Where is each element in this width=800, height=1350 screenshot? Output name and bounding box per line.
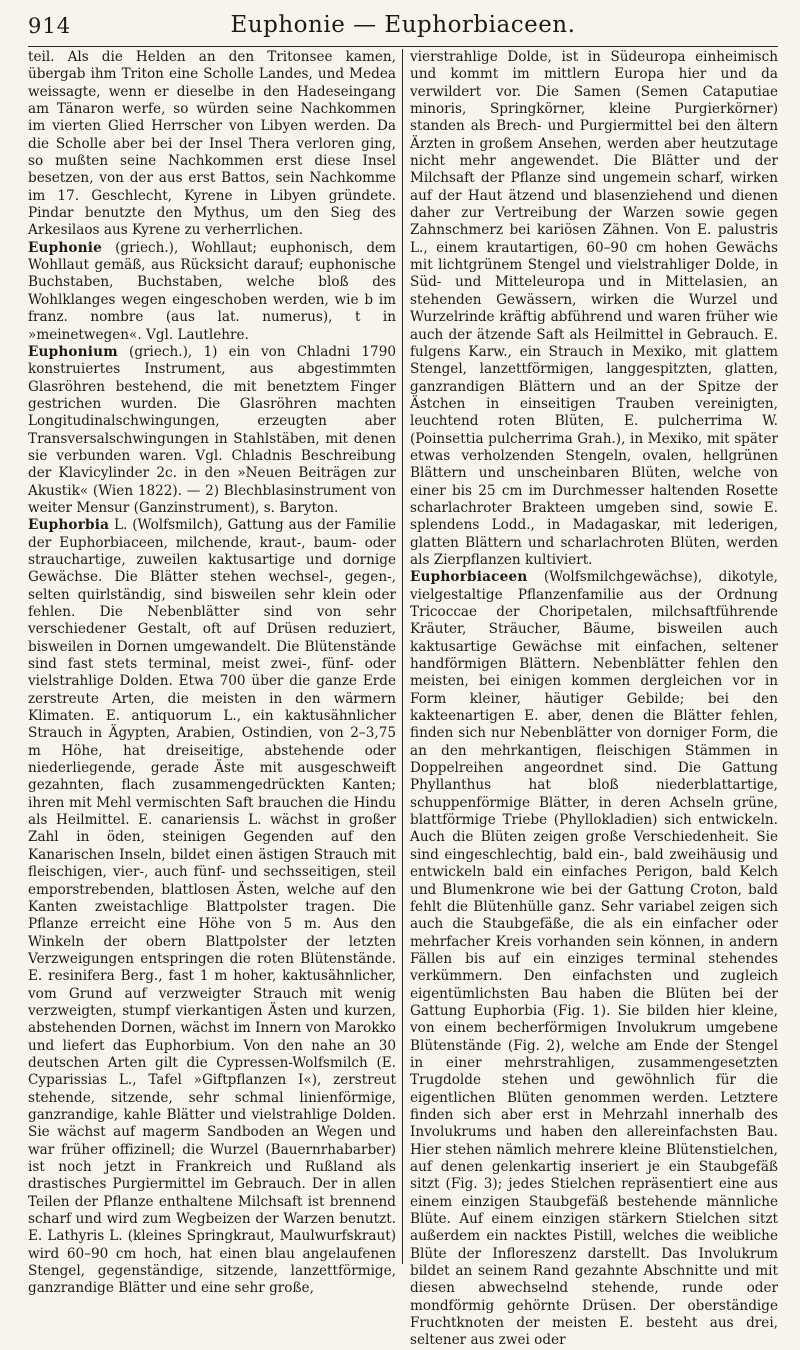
entry-text: (Wolfsmilchgewächse), dikotyle, vielgestaltige Pflanzenfamilie aus der Ordnung Tricoccae der Choripetalen, milchsaftführende Kräuter, Sträucher, Bäume, bisweilen auch kaktusartige Gewächse mit einfachen, seltener handförmigen Blättern. Nebenblätter fehlen den meisten, bei einigen kommen dergleichen vor in Form kleiner, häutiger Gebilde; bei den kakteenartigen E. aber, denen die Blätter fehlen, finden sich nur Nebenblätter von dorniger Form, die an den mehrkantigen, fleischigen Stämmen in Doppelreihen angeordnet sind. Die Gattung Phyllanthus hat bloß niederblattartige, schuppenförmige Blätter, in deren Achseln grüne, blattförmige Triebe (Phyllokladien) sich entwickeln. Auch die Blüten zeigen große Verschiedenheit. Sie sind eingeschlechtig, bald ein-, bald zweihäusig und entwickeln bald ein einfaches Perigon, bald Kelch und Blumenkrone wie bei der Gattung Croton, bald fehlt die Blütenhülle ganz. Sehr variabel zeigen sich auch die Staubgefäße, die als ein einfacher oder mehrfacher Kreis vorhanden sein können, in andern Fällen bis auf ein einziges terminal stehendes verkümmern. Den einfachsten und zugleich eigentümlichsten Bau haben die Blüten bei der Gattung Euphorbia (Fig. 1). Sie bilden hier kleine, von einem becherförmigen Involukrum umgebene Blütenstände (Fig. 2), welche am Ende der Stengel in einer mehrstrahligen, zusammengesetzten Trugdolde stehen und gewöhnlich für die eigentlichen Blüten genommen werden. Letztere finden sich aber erst in Mehrzahl innerhalb des Involukrums und haben den allereinfachsten Bau. Hier stehen nämlich mehrere kleine Blütenstielchen, auf denen gelenkartig inseriert je ein Staubgefäß sitzt (Fig. 3); jedes Stielchen repräsentiert eine aus einem einzigen Staubgefäß bestehende männliche Blüte. Auf einem einzigen stärkern Stielchen sitzt außerdem ein nacktes Pistill, welches die weibliche Blüte der Infloreszenz darstellt. Das Involukrum bildet an seinem Rand gezahnte Abschnitte und mit diesen abwechselnd stehende, runde oder mondförmig gehörnte Drüsen. Der oberständige Fruchtknoten der meisten E. besteht aus drei, seltener aus zwei oder xyxy=(410,569,778,1349)
entry-text: L. (Wolfsmilch), Gattung aus der Familie der Euphorbiaceen, milchende, kraut-, baum- oder strauchartige, zuweilen kaktusartige und dornige Gewächse. Die Blätter stehen wechsel-, gegen-, selten quirlständig, sind bisweilen sehr klein oder fehlen. Die Nebenblätter sind von sehr verschiedener Gestalt, oft auf Drüsen reduziert, bisweilen in Dornen umgewandelt. Die Blütenstände sind fast stets terminal, meist zwei-, fünf- oder vielstrahlige Dolden. Etwa 700 über die ganze Erde zerstreute Arten, die meisten in den wärmern Klimaten. E. antiquorum L., ein kaktusähnlicher Strauch in Ägypten, Arabien, Ostindien, von 2–3,75 m Höhe, hat dreiseitige, abstehende oder niederliegende, gerade Äste mit ausgeschweift gezahnten, flach zusammengedrückten Kanten; ihren mit Mehl vermischten Saft brauchen die Hindu als Heilmittel. E. canariensis L. wächst in großer Zahl in öden, steinigen Gegenden auf den Kanarischen Inseln, bildet einen ästigen Strauch mit fleischigen, vier-, auch fünf- und sechsseitigen, steil emporstrebenden, blattlosen Ästen, welche auf den Kanten zweistachlige Blattpolster tragen. Die Pflanze erreicht eine Höhe von 5 m. Aus den Winkeln der obern Blattpolster der letzten Verzweigungen entspringen die roten Blütenstände. E. resinifera Berg., fast 1 m hoher, kaktusähnlicher, vom Grund auf verzweigter Strauch mit wenig verzweigten, stumpf vierkantigen Ästen und kurzen, abstehenden Dornen, wächst im Innern von Marokko und liefert das Euphorbium. Von den nahe an 30 deutschen Arten gilt die Cypressen-Wolfsmilch (E. Cyparissias L., Tafel »Giftpflanzen I«), zerstreut stehende, sitzende, sehr schmal linienförmige, ganzrandige, kahle Blätter und vielstrahlige Dolden. Sie wächst auf magerm Sandboden an Wegen und war früher offizinell; die Wurzel (Bauernrhabarber) ist noch jetzt in Frankreich und Rußland als drastisches Purgiermittel im Gebrauch. Der in allen Teilen der Pflanze enthaltene Milchsaft ist brennend scharf und wird zum Wegbeizen der Warzen benutzt. E. Lathyris L. (kleines Springkraut, Maulwurfskraut) wird 60–90 cm hoch, hat einen blau angelaufenen Stengel, gegenständige, sitzende, lanzettförmige, ganzrandige Blätter und eine sehr große, xyxy=(28,517,396,1297)
entry-text: teil. Als die Helden an den Tritonsee kamen, übergab ihm Triton eine Scholle Landes, und Medea weissagte, wenn er dieselbe in den Hadeseingang am Tänaron werfe, so würden seine Nachkommen im vierten Glied Herrscher von Libyen werden. Da die Scholle aber bei der Insel Thera verloren ging, so mußten seine Nachkommen erst diese Insel besetzen, von der aus erst Battos, sein Nachkomme im 17. Geschlecht, Kyrene in Libyen gründete. Pindar benutzte den Mythus, um den Sieg des Arkesilaos aus Kyrene zu verherrlichen. xyxy=(28,49,396,239)
entry-headword: Euphorbiaceen xyxy=(410,569,528,586)
entry-headword: Euphonie xyxy=(28,239,102,256)
running-head: Euphonie — Euphorbiaceen. xyxy=(230,12,576,38)
text-columns xyxy=(28,49,778,1349)
right-column xyxy=(402,49,778,1349)
page-number: 914 xyxy=(28,14,72,38)
entry-headword: Euphonium xyxy=(28,343,118,360)
entry-text: (griech.), 1) ein von Chladni 1790 konstruiertes Instrument, aus abgestimmten Glasröhren bestehend, die mit benetztem Finger gestrichen wurden. Die Glasröhren machten Longitudinalschwingungen, erzeugten aber Transversalschwingungen in Stahlstäben, mit denen sie verbunden waren. Vgl. Chladnis Beschreibung der Klavicylinder 2c. in den »Neuen Beiträgen zur Akustik« (Wien 1822). — 2) Blechblasinstrument von weiter Mensur (Ganzinstrument), s. Baryton. xyxy=(28,343,396,516)
entry-text: vierstrahlige Dolde, ist in Südeuropa einheimisch und kommt im mittlern Europa hier und da verwildert vor. Die Samen (Semen Cataputiae minoris, Springkörner, kleine Purgierkörner) standen als Brech- und Purgiermittel bei den ältern Ärzten in großem Ansehen, werden aber heutzutage nicht mehr angewendet. Die Blätter und der Milchsaft der Pflanze sind ungemein scharf, wirken auf der Haut ätzend und blasenziehend und dienen daher zur Vertreibung der Warzen sowie gegen Zahnschmerz bei kariösen Zähnen. Von E. palustris L., einem krautartigen, 60–90 cm hohen Gewächs mit lichtgrünem Stengel und vielstrahliger Dolde, in Süd- und Mitteleuropa und in Mittelasien, an stehenden Gewässern, wirken die Wurzel und Wurzelrinde kräftig abführend und waren früher wie auch der ätzende Saft als Heilmittel in Gebrauch. E. fulgens Karw., ein Strauch in Mexiko, mit glattem Stengel, lanzettförmigen, langgespitzten, glatten, ganzrandigen Blättern und an der Spitze der Ästchen in einseitigen Trauben vereinigten, leuchtend roten Blüten, E. pulcherrima W. (Poinsettia pulcherrima Grah.), in Mexiko, mit später etwas verholzenden Stengeln, ovalen, hellgrünen Blättern und unscheinbaren Blüten, welche von einer bis 25 cm im Durchmesser haltenden Rosette scharlachroter Brakteen umgeben sind, sowie E. splendens Lodd., in Madagaskar, mit lederigen, glatten Blättern und scharlachroten Blüten, werden als Zierpflanzen kultiviert. xyxy=(410,49,778,568)
entry-paragraph xyxy=(410,569,778,1349)
entry-paragraph xyxy=(28,344,396,517)
entry-paragraph xyxy=(410,49,778,569)
left-column xyxy=(28,49,402,1297)
entry-headword: Euphorbia xyxy=(28,517,110,534)
entry-paragraph xyxy=(28,240,396,344)
entry-paragraph xyxy=(28,517,396,1297)
page-header xyxy=(28,8,778,47)
entry-text: (griech.), Wohllaut; euphonisch, dem Wohllaut gemäß, aus Rücksicht darauf; euphonische Buchstaben, Buchstaben, welche bloß des Wohlklanges wegen eingeschoben werden, wie b im franz. nombre (aus lat. numerus), t in »meinetwegen«. Vgl. Lautlehre. xyxy=(28,239,396,343)
entry-paragraph xyxy=(28,49,396,240)
